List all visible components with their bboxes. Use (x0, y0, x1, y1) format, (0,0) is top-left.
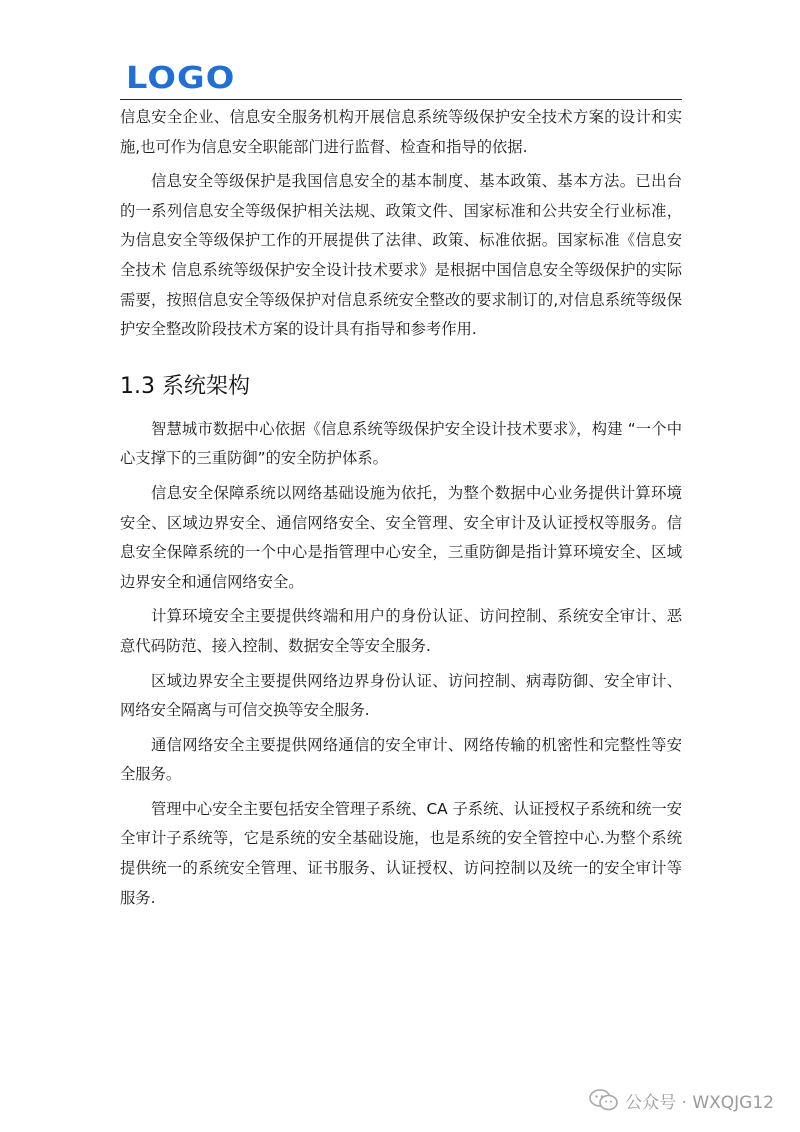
paragraph: 信息安全企业、信息安全服务机构开展信息系统等级保护安全技术方案的设计和实施,也可作为信息安全职能部门进行监督、检查和指导的依据. (120, 108, 682, 156)
header-divider (120, 99, 682, 100)
paragraph: 区域边界安全主要提供网络边界身份认证、访问控制、病毒防御、安全审计、网络安全隔离与可信交换等安全服务. (120, 671, 682, 720)
watermark-text: 公众号 · WXQJG12 (625, 1092, 774, 1113)
paragraph: 管理中心安全主要包括安全管理子系统、CA 子系统、认证授权子系统和统一安全审计子系统等，它是系统的安全基础设施，也是系统的安全管控中心.为整个系统提供统一的系统安全管理、证书服务、认证授权、访问控制以及统一的安全审计等服务. (120, 799, 682, 907)
wechat-icon (589, 1088, 619, 1112)
watermark (589, 1087, 774, 1113)
paragraph: 智慧城市数据中心依据《信息系统等级保护安全设计技术要求》，构建 “一个中心支撑下的三重防御”的安全防护体系。 (120, 419, 682, 468)
paragraph: 信息安全保障系统以网络基础设施为依托，为整个数据中心业务提供计算环境安全、区域边界安全、通信网络安全、安全管理、安全审计及认证授权等服务。信息安全保障系统的一个中心是指管理中心安全，三重防御是指计算环境安全、区域边界安全和通信网络安全。 (120, 483, 682, 591)
page-header (120, 62, 682, 100)
paragraph: 信息安全等级保护是我国信息安全的基本制度、基本政策、基本方法。已出台的一系列信息安全等级保护相关法规、政策文件、国家标准和公共安全行业标准，为信息安全等级保护工作的开展提供了法律、政策、标准依据。国家标准《信息安全技术 信息系统等级保护安全设计技术要求》是根据中国信息安全等级保护的实际需要，按照信息安全等级保护对信息系统安全整改的要求制订的,对信息系统等级保护安全整改阶段技术方案的设计具有指导和参考作用. (120, 172, 682, 339)
logo: LOGO (126, 61, 236, 96)
document-body (120, 103, 682, 913)
section-heading: 1.3 系统架构 (120, 373, 250, 399)
paragraph: 计算环境安全主要提供终端和用户的身份认证、访问控制、系统安全审计、恶意代码防范、接入控制、数据安全等安全服务. (120, 607, 682, 655)
paragraph: 通信网络安全主要提供网络通信的安全审计、网络传输的机密性和完整性等安全服务。 (120, 735, 682, 784)
